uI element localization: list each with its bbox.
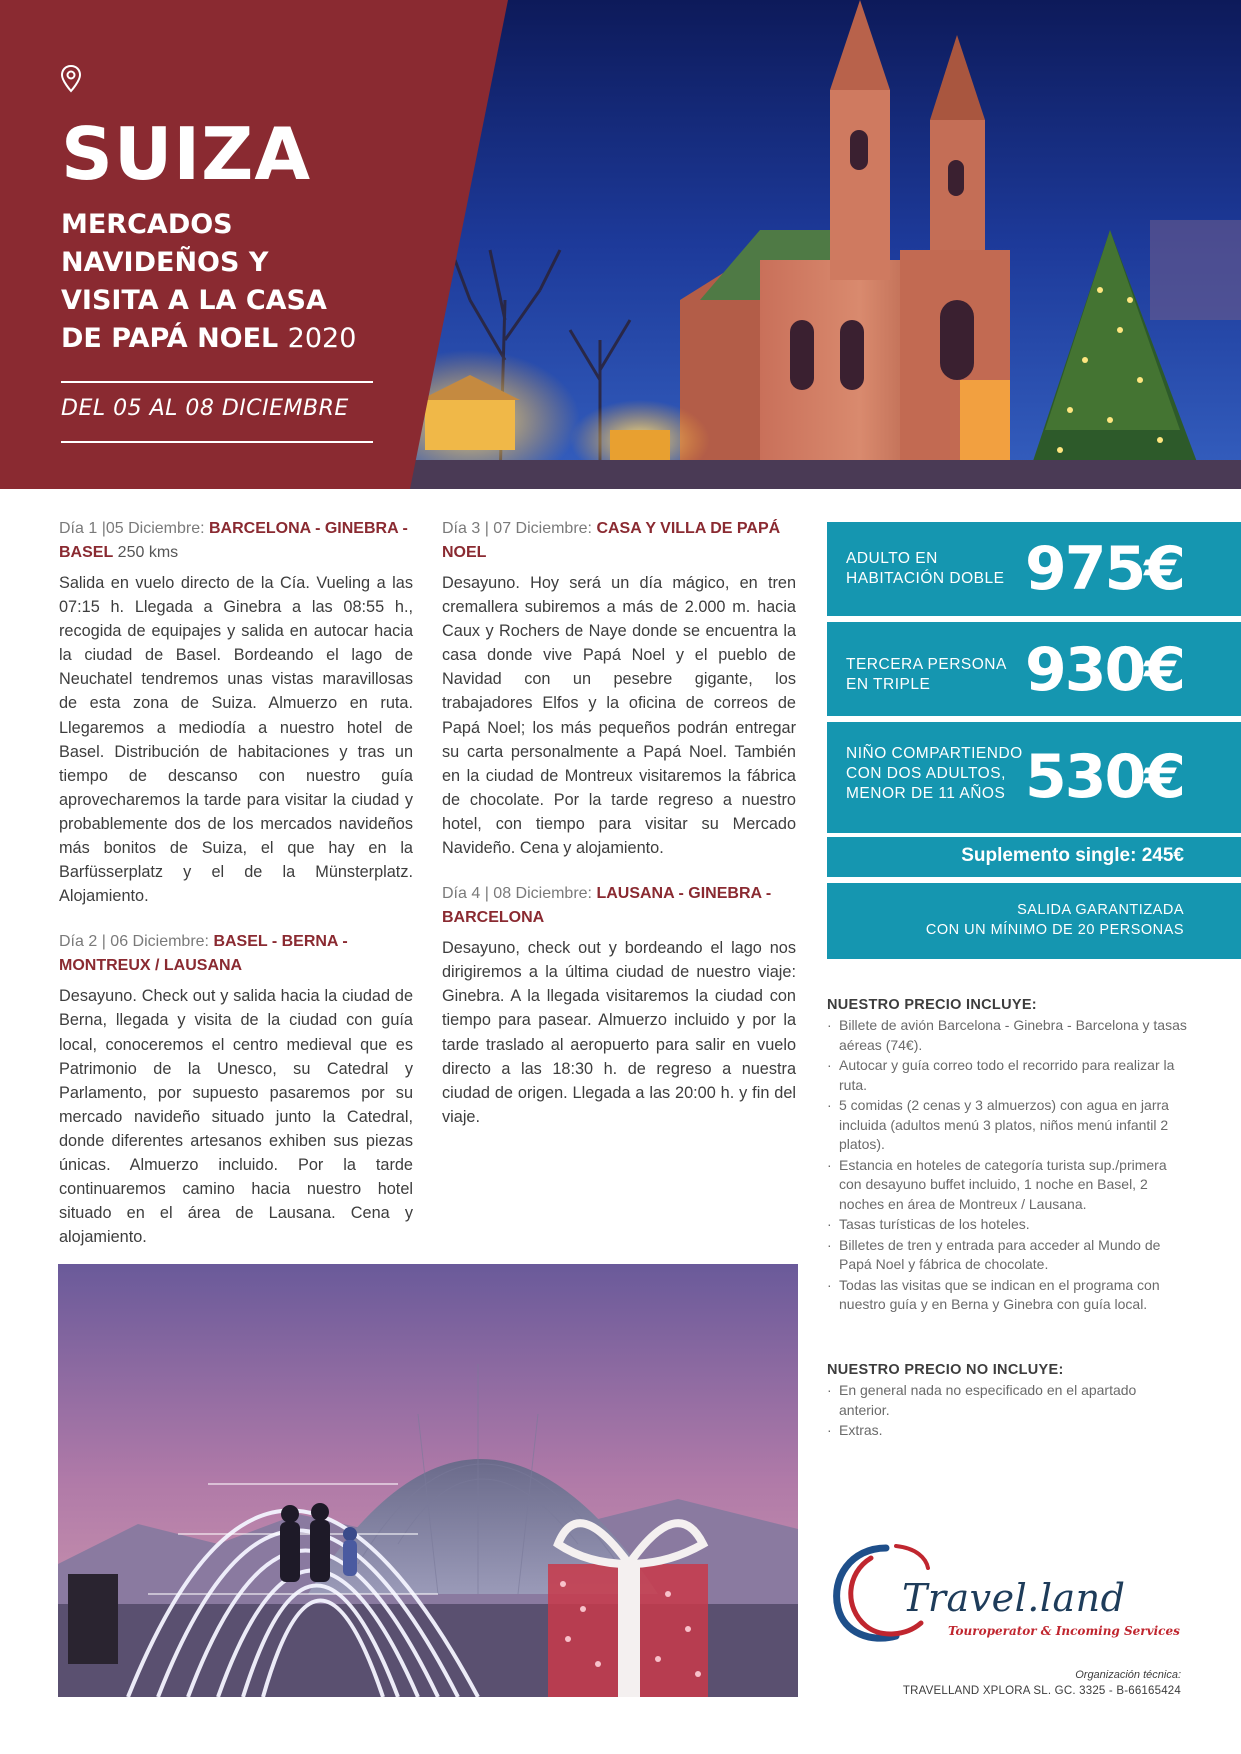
- destination-title: SUIZA: [61, 112, 312, 196]
- price-includes: [827, 997, 1187, 1316]
- trip-dates: DEL 05 AL 08 DICIEMBRE: [61, 396, 349, 421]
- day-route: CASA Y VILLA DE PAPÁ NOEL: [442, 520, 781, 561]
- divider: [61, 381, 373, 383]
- includes-title: NUESTRO PRECIO INCLUYE:: [827, 997, 1037, 1013]
- includes-list: [827, 1016, 1187, 1315]
- price-label-line: HABITACIÓN DOBLE: [846, 570, 1005, 587]
- price-third-person: [827, 622, 1241, 716]
- day-route: BARCELONA - GINEBRA - BASEL: [59, 520, 408, 561]
- trip-year: 2020: [287, 323, 357, 354]
- technical-organization: [903, 1668, 1181, 1699]
- list-item: · Todas las visitas que se indican en el programa con nuestro guía y en Berna y Ginebra con guía local.: [827, 1276, 1187, 1315]
- itinerary-day-3: [442, 517, 796, 860]
- price-label: [846, 655, 1007, 695]
- logo-name: Travel.land: [902, 1576, 1126, 1620]
- price-label: [846, 744, 1023, 804]
- logo-tagline: Touroperator & Incoming Services: [948, 1624, 1180, 1638]
- subtitle-line: DE PAPÁ NOEL: [61, 323, 279, 354]
- day-date: Día 1 |05 Diciembre:: [59, 520, 209, 537]
- price-label-line: MENOR DE 11 AÑOS: [846, 785, 1006, 802]
- itinerary-column-right: [442, 517, 796, 1151]
- price-label-line: EN TRIPLE: [846, 676, 931, 693]
- subtitle-line: VISITA A LA CASA: [61, 285, 327, 316]
- organization-label: Organización técnica:: [1075, 1669, 1181, 1681]
- christmas-lights-tunnel-photo: [58, 1264, 798, 1697]
- price-child: [827, 722, 1241, 833]
- day-distance: 250 kms: [113, 544, 179, 561]
- excludes-title: NUESTRO PRECIO NO INCLUYE:: [827, 1362, 1064, 1378]
- day-route: LAUSANA - GINEBRA - BARCELONA: [442, 885, 772, 927]
- list-item: · Extras.: [827, 1421, 1187, 1441]
- organization-value: TRAVELLAND XPLORA SL. GC. 3325 - B-66165424: [902, 1685, 1181, 1697]
- list-item: · Estancia en hoteles de categoría turista sup./primera con desayuno buffet incluido, 1 noche en Basel, 2 noches en área de Montreux / Lausana.: [827, 1156, 1187, 1215]
- supplement-text: Suplemento single: 245€: [961, 845, 1184, 866]
- day-date: Día 3 | 07 Diciembre:: [442, 520, 597, 537]
- list-item: · Billete de avión Barcelona - Ginebra - Barcelona y tasas aéreas (74€).: [827, 1016, 1187, 1055]
- list-item: · En general nada no especificado en el apartado anterior.: [827, 1381, 1187, 1420]
- list-item: · Autocar y guía correo todo el recorrido para realizar la ruta.: [827, 1056, 1187, 1095]
- itinerary-day-1: [59, 517, 413, 908]
- trip-subtitle: [61, 206, 461, 358]
- list-item: · 5 comidas (2 cenas y 3 almuerzos) con agua en jarra incluida (adultos menú 3 platos, niños menú infantil 2 platos).: [827, 1096, 1187, 1155]
- list-item: · Billetes de tren y entrada para acceder al Mundo de Papá Noel y fábrica de chocolate.: [827, 1236, 1187, 1275]
- guaranteed-departure: [827, 883, 1241, 959]
- day-heading: [59, 517, 413, 565]
- day-description: Desayuno, check out y bordeando el lago nos dirigiremos a la última ciudad de nuestro viaje: Ginebra. A la llegada visitaremos la ciudad con tiempo para pasear. Almuerzo incluido y por la tarde traslado al aeropuerto para salir en vuelo directo a las 18:30 h. de regreso a nuestra ciudad de origen. Llegada a las 20:00 h. y fin del viaje.: [442, 939, 796, 1126]
- day-description: Desayuno. Check out y salida hacia la ciudad de Berna, llegada y visita de la ciudad con guía local, conoceremos el centro medieval que es Patrimonio de la Unesco, su Catedral y Parlamento, por supuesto pasaremos por su mercado navideño situado junto la Catedral, donde diferentes artesanos exhiben sus piezas únicas. Almuerzo incluido. Por la tarde continuaremos camino hacia nuestro hotel situado en el área de Lausana. Cena y alojamiento.: [59, 987, 413, 1247]
- divider: [61, 441, 373, 443]
- price-label-line: NIÑO COMPARTIENDO: [846, 745, 1023, 762]
- price-excludes: [827, 1362, 1187, 1442]
- price-label-line: TERCERA PERSONA: [846, 656, 1007, 673]
- travelland-logo: [826, 1538, 1186, 1648]
- price-value: 530€: [1025, 742, 1184, 812]
- guarantee-line: CON UN MÍNIMO DE 20 PERSONAS: [925, 922, 1184, 938]
- day-description: Desayuno. Hoy será un día mágico, en tren cremallera subiremos a más de 2.000 m. hacia Caux y Rochers de Naye donde se encuentra la casa donde vive Papá Noel y el pueblo de Navidad con un pesebre gigante, los trabajadores Elfos y la oficina de correos de Papá Noel; los más pequeños podrán entregar su carta personalmente a Papá Noel. También en la ciudad de Montreux visitaremos la fábrica de chocolate. Por la tarde regreso a nuestro hotel, con tiempo para visitar su Mercado Navideño. Cena y alojamiento.: [442, 574, 796, 858]
- day-heading: [442, 882, 796, 930]
- day-description: Salida en vuelo directo de la Cía. Vueling a las 07:15 h. Llegada a Ginebra a las 08:55 h., recogida de equipajes y salida en autocar hacia la ciudad de Basel. Bordeando el lago de Neuchatel tendremos unas vistas maravillosas de esta zona de Suiza. Almuerzo en ruta. Llegaremos a mediodía a nuestro hotel de Basel. Distribución de habitaciones y tras un tiempo de descanso con nuestro guía aprovecharemos la tarde para visitar la ciudad y probablemente dos de los mercados navideños más bonitos de Suiza, el que hay en la Barfüsserplatz y el de la Münsterplatz. Alojamiento.: [59, 574, 413, 906]
- subtitle-line: NAVIDEÑOS Y: [61, 247, 269, 278]
- guarantee-line: SALIDA GARANTIZADA: [1017, 902, 1184, 918]
- day-heading: [442, 517, 796, 565]
- day-heading: [59, 930, 413, 978]
- itinerary-day-2: [59, 930, 413, 1249]
- price-value: 975€: [1025, 534, 1184, 604]
- day-date: Día 4 | 08 Diciembre:: [442, 885, 597, 903]
- price-label: [846, 549, 1004, 589]
- subtitle-line-last: [61, 320, 461, 358]
- subtitle-line: MERCADOS: [61, 209, 233, 240]
- hero-banner: [0, 0, 1241, 489]
- guarantee-text: [926, 900, 1184, 940]
- itinerary-day-4: [442, 882, 796, 1129]
- price-label-line: CON DOS ADULTOS,: [846, 765, 1006, 782]
- price-adult-double: [827, 522, 1241, 616]
- day-date: Día 2 | 06 Diciembre:: [59, 933, 214, 951]
- list-item: · Tasas turísticas de los hoteles.: [827, 1215, 1187, 1235]
- day-route: BASEL - BERNA - MONTREUX / LAUSANA: [59, 933, 348, 975]
- location-pin-icon: [59, 64, 83, 94]
- price-label-line: ADULTO EN: [846, 550, 938, 567]
- excludes-list: [827, 1381, 1187, 1441]
- price-value: 930€: [1025, 635, 1184, 705]
- itinerary-column-left: [59, 517, 413, 1271]
- single-supplement: [827, 837, 1241, 877]
